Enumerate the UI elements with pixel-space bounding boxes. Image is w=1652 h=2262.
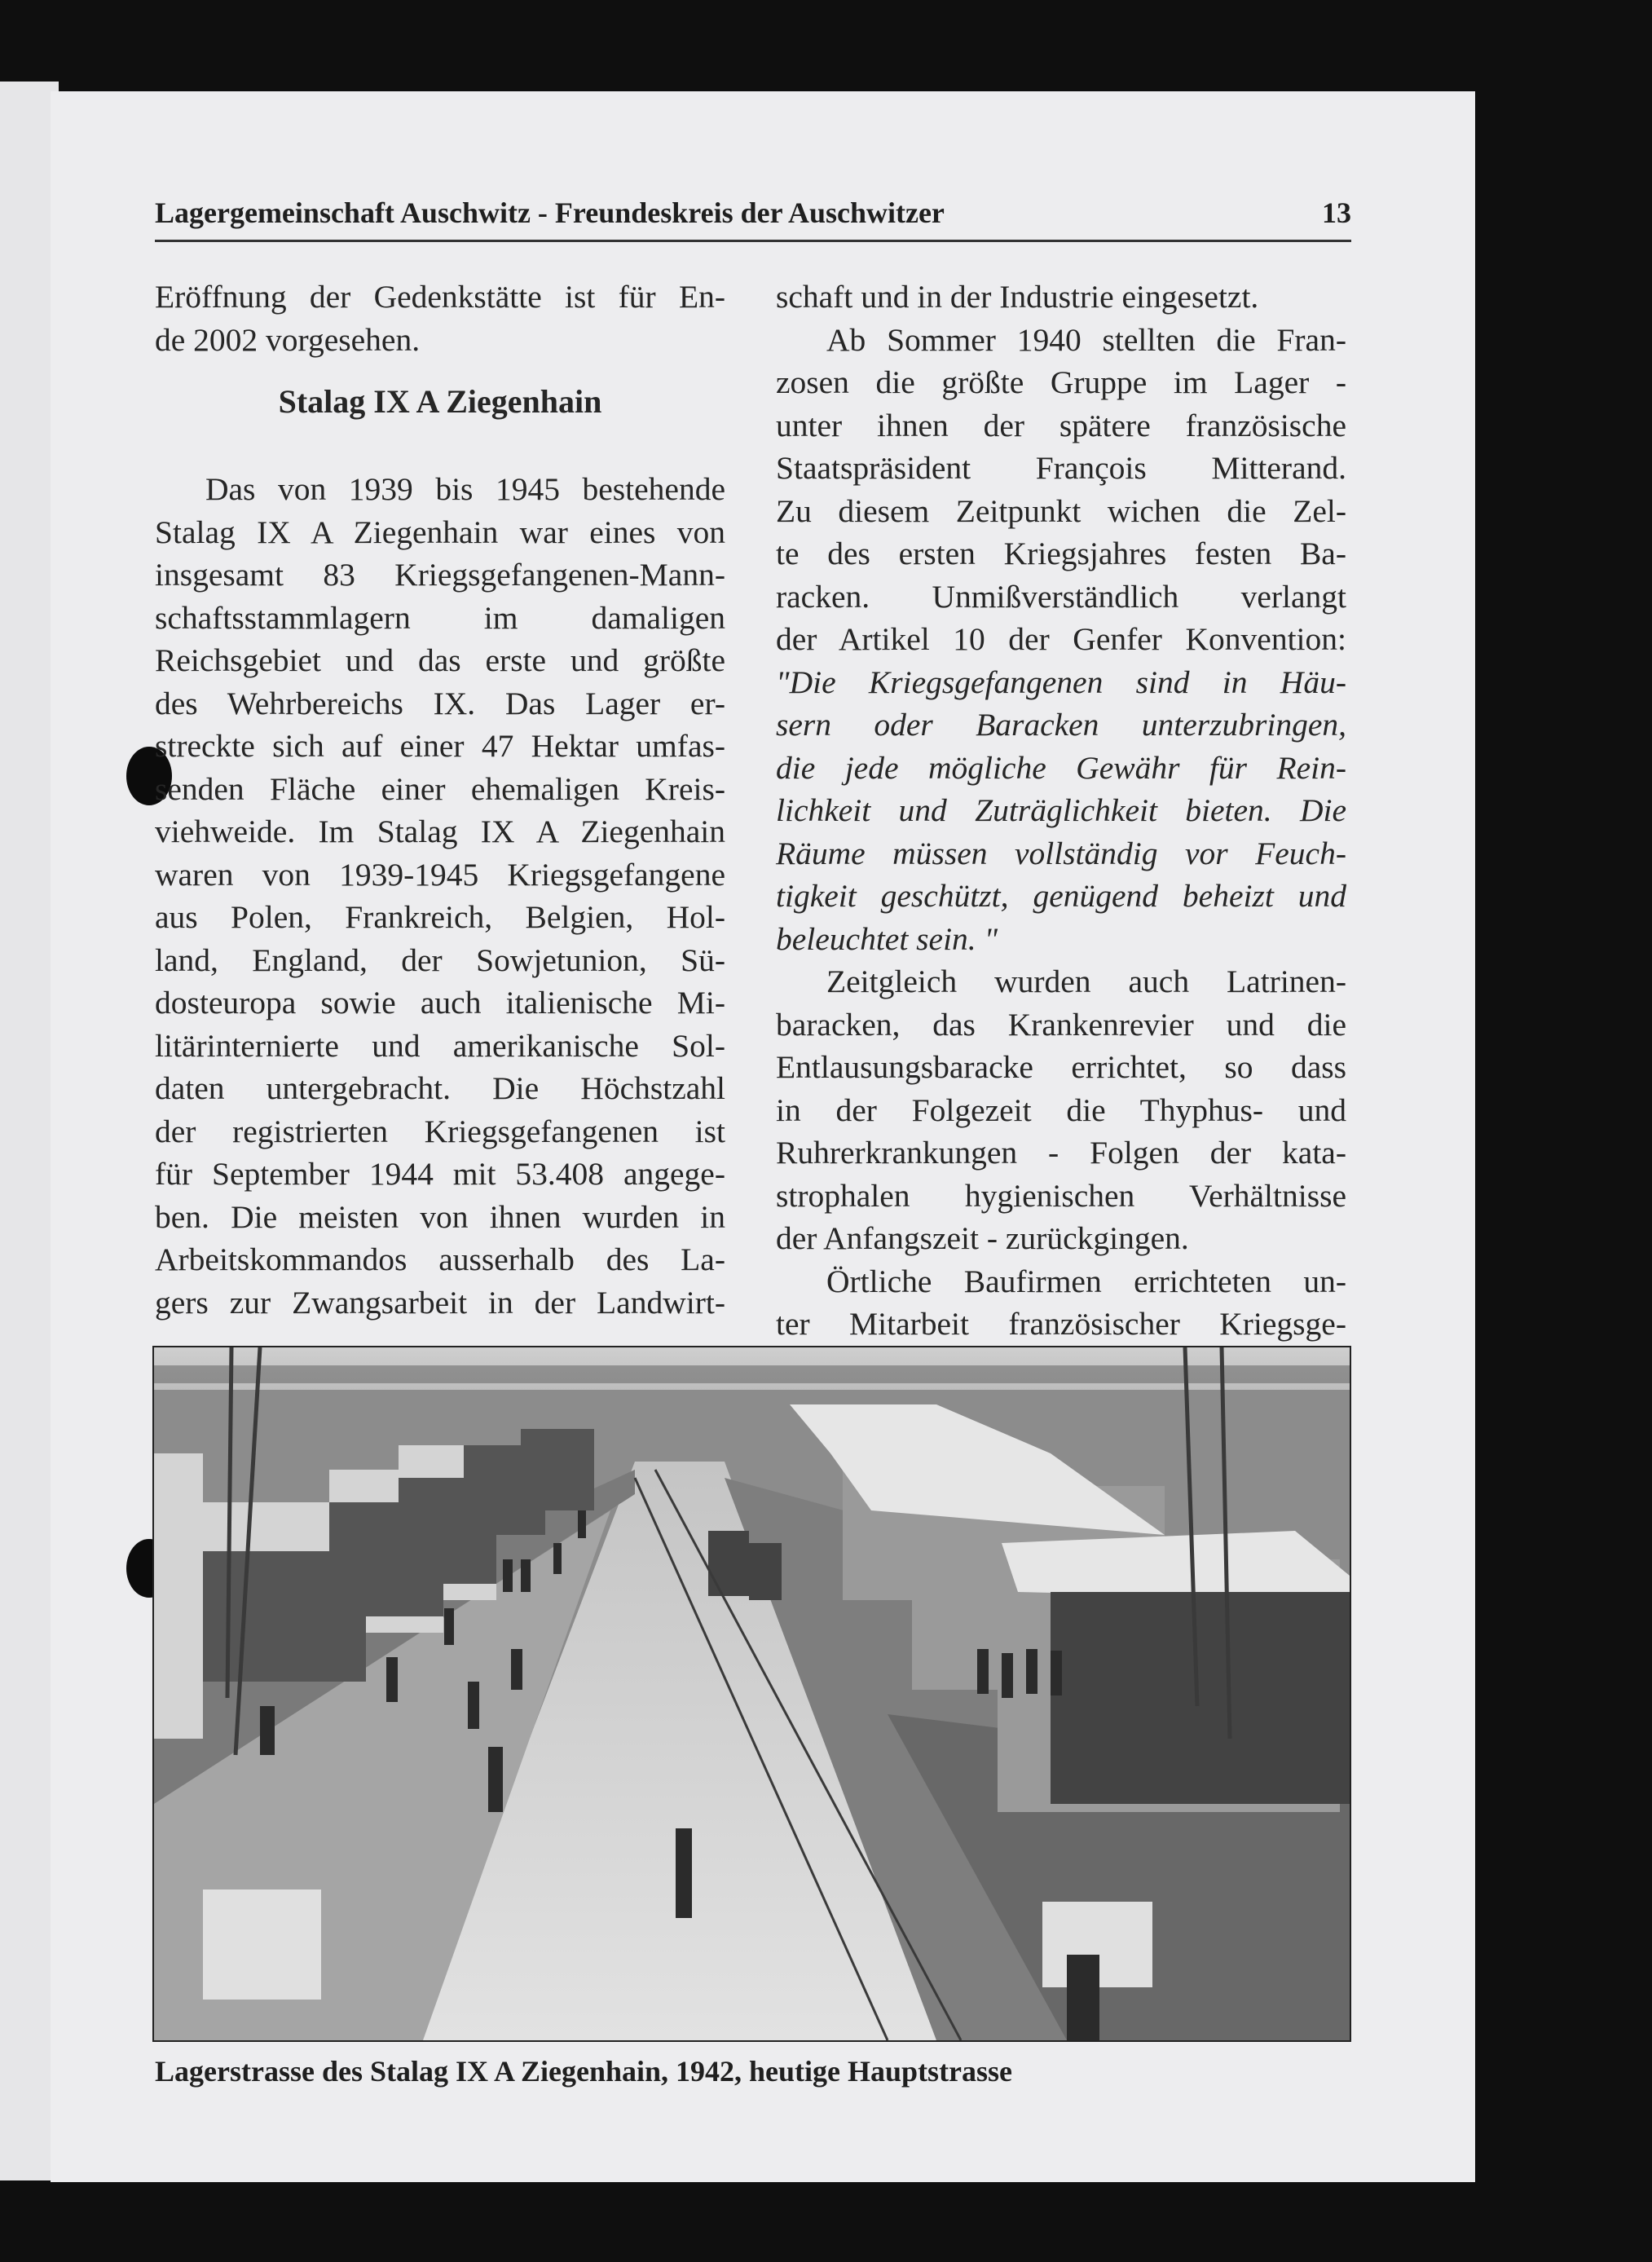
text-line: Örtliche Baufirmen errichteten un- — [826, 1263, 1346, 1299]
text-line: die jede mögliche Gewähr für Rein- — [776, 749, 1346, 786]
text-line: Zeitgleich wurden auch Latrinen- — [826, 963, 1346, 999]
section-paragraph — [155, 468, 725, 1324]
section-heading: Stalag IX A Ziegenhain — [278, 383, 602, 420]
quote-block — [776, 661, 1346, 961]
text-line: land, England, der Sowjetunion, Sü- — [155, 941, 725, 978]
photo-caption: Lagerstrasse des Stalag IX A Ziegenhain, 1942, heutige Hauptstrasse — [155, 2055, 1013, 2088]
paragraph-construction — [776, 1260, 1346, 1346]
header-title: Lagergemeinschaft Auschwitz - Freundeskreis der Auschwitzer — [155, 196, 945, 229]
text-line: dosteuropa sowie auch italienische Mi- — [155, 985, 725, 1021]
text-line: daten untergebracht. Die Höchstzahl — [155, 1070, 725, 1106]
text-line: gers zur Zwangsarbeit in der Landwirt- — [155, 1284, 725, 1321]
text-line: strophalen hygienischen Verhältnisse — [776, 1177, 1346, 1214]
text-line: in der Folgezeit die Thyphus- und — [776, 1091, 1346, 1128]
text-line: waren von 1939-1945 Kriegsgefangene — [155, 856, 725, 893]
text-line: streckte sich auf einer 47 Hektar umfas- — [155, 728, 725, 764]
text-line: litärinternierte und amerikanische Sol- — [155, 1027, 725, 1064]
text-line: Zu diesem Zeitpunkt wichen die Zel- — [776, 492, 1346, 529]
text-line: der registrierten Kriegsgefangenen ist — [155, 1113, 725, 1149]
text-line: ter Mitarbeit französischer Kriegsge- — [776, 1306, 1346, 1342]
text-line: lichkeit und Zuträglichkeit bieten. Die — [776, 792, 1346, 828]
text-line: Entlausungsbaracke errichtet, so dass — [776, 1049, 1346, 1085]
text-line: senden Fläche einer ehemaligen Kreis- — [155, 770, 725, 807]
text-line: baracken, das Krankenrevier und die — [776, 1006, 1346, 1043]
text-line: unter ihnen der spätere französische — [776, 407, 1346, 443]
text-line: zosen die größte Gruppe im Lager - — [776, 364, 1346, 400]
text-line: Stalag IX A Ziegenhain war eines von — [155, 514, 725, 550]
text-line: der Artikel 10 der Genfer Konvention: — [776, 621, 1346, 657]
text-line: Eröffnung der Gedenkstätte ist für En- — [155, 279, 725, 315]
text-line: insgesamt 83 Kriegsgefangenen-Mann- — [155, 557, 725, 593]
text-line: Arbeitskommandos ausserhalb des La- — [155, 1241, 725, 1277]
text-line: de 2002 vorgesehen. — [155, 321, 421, 358]
text-line: Staatspräsident François Mitterand. — [776, 450, 1346, 486]
paragraph-geneva — [776, 319, 1346, 661]
page-number: 13 — [1322, 196, 1351, 229]
text-line: sern oder Baracken unterzubringen, — [776, 707, 1346, 743]
text-line: racken. Unmißverständlich verlangt — [776, 578, 1346, 615]
text-line: Reichsgebiet und das erste und größte — [155, 642, 725, 678]
left-column — [155, 276, 725, 1324]
text-line: Ab Sommer 1940 stellten die Fran- — [826, 321, 1346, 358]
text-line: des Wehrbereichs IX. Das Lager er- — [155, 685, 725, 721]
text-line: aus Polen, Frankreich, Belgien, Hol- — [155, 899, 725, 935]
paragraph-latrines — [776, 960, 1346, 1260]
text-line: tigkeit geschützt, genügend beheizt und — [776, 878, 1346, 914]
camp-street-photo — [152, 1346, 1351, 2042]
text-line: ben. Die meisten von ihnen wurden in — [155, 1198, 725, 1235]
intro-text — [155, 276, 725, 361]
text-line: schaftsstammlagern im damaligen — [155, 599, 725, 636]
text-line: "Die Kriegsgefangenen sind in Häu- — [776, 664, 1346, 700]
right-column — [776, 276, 1346, 1346]
text-line: der Anfangszeit - zurückgingen. — [776, 1220, 1189, 1256]
text-line: te des ersten Kriegsjahres festen Ba- — [776, 536, 1346, 571]
text-line: Ruhrerkrankungen - Folgen der kata- — [776, 1135, 1346, 1171]
text-line: viehweide. Im Stalag IX A Ziegenhain — [155, 814, 725, 849]
running-header — [155, 194, 1351, 242]
text-line: Räume müssen vollständig vor Feuch- — [776, 835, 1346, 871]
text-line: für September 1944 mit 53.408 angege- — [155, 1156, 725, 1192]
text-line: schaft und in der Industrie eingesetzt. — [776, 279, 1259, 315]
text-line: beleuchtet sein. " — [776, 920, 998, 957]
text-line: Das von 1939 bis 1945 bestehende — [205, 471, 725, 507]
